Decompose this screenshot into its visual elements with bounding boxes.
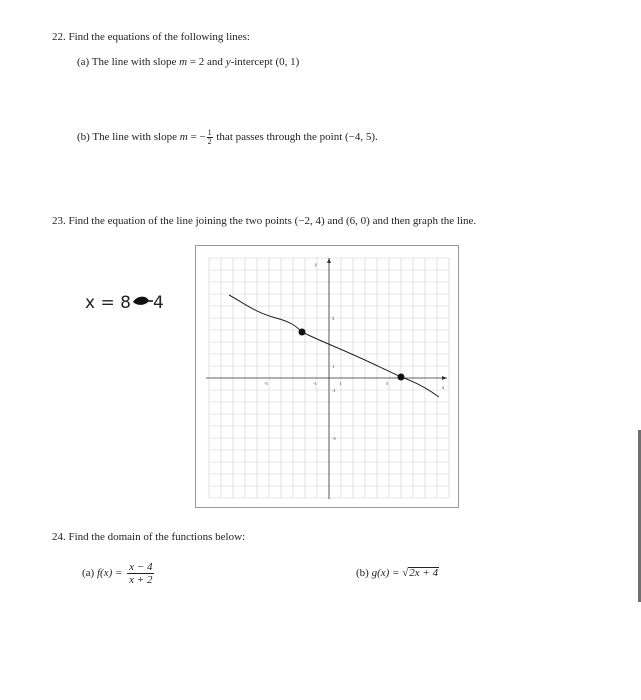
q24a-label: (a) xyxy=(82,567,95,580)
q22a-m: m xyxy=(179,56,188,68)
tick-x-1: 1 xyxy=(339,381,342,386)
q24a-num: x − 4 xyxy=(129,561,153,573)
x-axis-arrow xyxy=(442,376,447,380)
q24-header: 24. Find the domain of the functions below: xyxy=(52,531,246,543)
plotted-point-1 xyxy=(299,329,306,336)
tick-x-neg1: -1 xyxy=(313,381,317,386)
coordinate-graph xyxy=(196,246,458,507)
q22-header: 22. Find the equations of the following lines: xyxy=(52,31,250,43)
q24a xyxy=(82,561,156,586)
q24b-radicand: 2x + 4 xyxy=(409,567,439,579)
q22a-y: y xyxy=(225,56,231,68)
q22b-m: m xyxy=(179,131,188,144)
tick-x-neg5: -5 xyxy=(264,381,268,386)
plotted-point-2 xyxy=(398,374,405,381)
q22a xyxy=(77,56,299,69)
y-axis-label: y xyxy=(315,263,318,268)
handwriting-tail: 4 xyxy=(153,293,164,313)
handwritten-answer xyxy=(85,289,175,315)
q22b-fraction xyxy=(207,129,213,146)
tick-x-5: 5 xyxy=(386,381,389,386)
q24b-fname: g(x) = xyxy=(371,567,400,579)
q24b-sqrt-sign: √ xyxy=(402,567,409,579)
q24a-fraction xyxy=(127,561,154,586)
drawn-line xyxy=(229,295,439,397)
q24b-label: (b) xyxy=(356,567,369,579)
tick-y-neg1: -1 xyxy=(332,388,336,393)
y-axis-arrow xyxy=(327,258,331,263)
x-axis-label: x xyxy=(442,386,445,391)
q24a-fname: f(x) = xyxy=(96,567,123,580)
tick-y-5: 5 xyxy=(332,316,335,321)
q22a-rest: -intercept (0, 1) xyxy=(230,56,300,68)
q24b xyxy=(356,567,439,580)
tick-y-1: 1 xyxy=(332,364,335,369)
graph-frame xyxy=(195,245,459,508)
q22a-label: (a) The line with slope xyxy=(77,56,177,68)
handwriting-scribble xyxy=(133,297,149,305)
q23-header: 23. Find the equation of the line joining the two points (−2, 4) and (6, 0) and then graph the line. xyxy=(52,215,477,227)
q24a-den: x + 2 xyxy=(129,574,153,586)
q22a-eq: = 2 and xyxy=(189,56,223,68)
q22b-frac-num: 1 xyxy=(207,128,212,137)
q22b-eq: = − xyxy=(190,131,206,144)
tick-y-neg5: -5 xyxy=(332,436,336,441)
q22b xyxy=(77,129,378,146)
q22b-rest: that passes through the point (−4, 5). xyxy=(216,131,378,144)
q22b-label: (b) The line with slope xyxy=(77,131,177,144)
q22b-frac-den: 2 xyxy=(207,137,212,146)
handwriting-text: x = 8 xyxy=(85,293,131,313)
